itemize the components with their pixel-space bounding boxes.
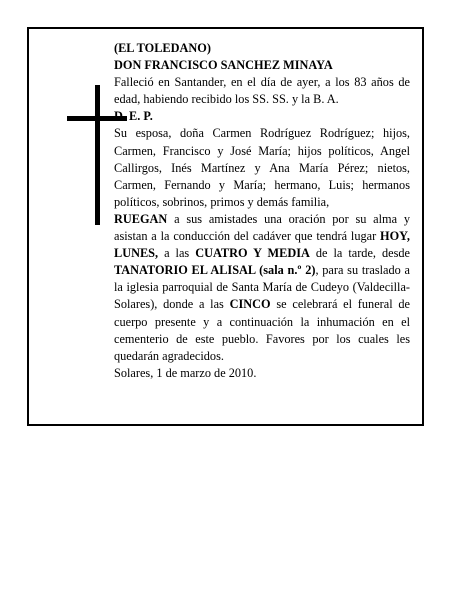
request-text-3: de la tarde, desde [309, 246, 410, 261]
family-paragraph: Su esposa, doña Carmen Rodríguez Rodríguez; hijos, Carmen, Francisco y José María; hijos políticos, Angel Callirgos, Inés Martínez y Ana María Pérez; nietos, Carmen, Fernando y María; hermano, Luis; hermanos políticos, sobrinos, primos y demás familia, [114, 126, 410, 209]
request-text-4: , para su traslado a la iglesia parroquial de Santa María de Cudeyo (Valdecilla-Solares), donde a las [114, 263, 410, 312]
deceased-name [114, 57, 410, 74]
request-paragraph [114, 211, 410, 365]
day-text: HOY, LUNES, [114, 229, 410, 261]
heading [114, 40, 410, 57]
request-text-1: a sus amistades una oración por su alma y asistan a la conducción del cadáver que tendrá lugar [114, 211, 410, 244]
obituary-text [114, 40, 410, 382]
heading-text: (EL TOLEDANO) [114, 41, 211, 55]
time-text: CUATRO Y MEDIA [195, 246, 310, 261]
deceased-name-text: DON FRANCISCO SANCHEZ MINAYA [114, 58, 333, 73]
place-text: TANATORIO EL ALISAL (sala n.º 2) [114, 263, 316, 278]
ruegan-text: RUEGAN [114, 211, 168, 226]
cross-vertical-bar [95, 85, 100, 225]
dep-text: D. E. P. [114, 109, 153, 124]
request-text-2: a las [158, 246, 196, 261]
request-text-5: se celebrará el funeral de cuerpo presente y a continuación la inhumación en el cementerio de este pueblo. Favores por los cuales les quedarán agradecidos. [114, 297, 410, 363]
dep-line [114, 108, 410, 125]
funeral-time-text: CINCO [229, 297, 271, 312]
place-date: Solares, 1 de marzo de 2010. [114, 365, 257, 380]
death-line: Falleció en Santander, en el día de ayer, a los 83 años de edad, habiendo recibido los SS. SS. y la B. A. [114, 75, 410, 107]
